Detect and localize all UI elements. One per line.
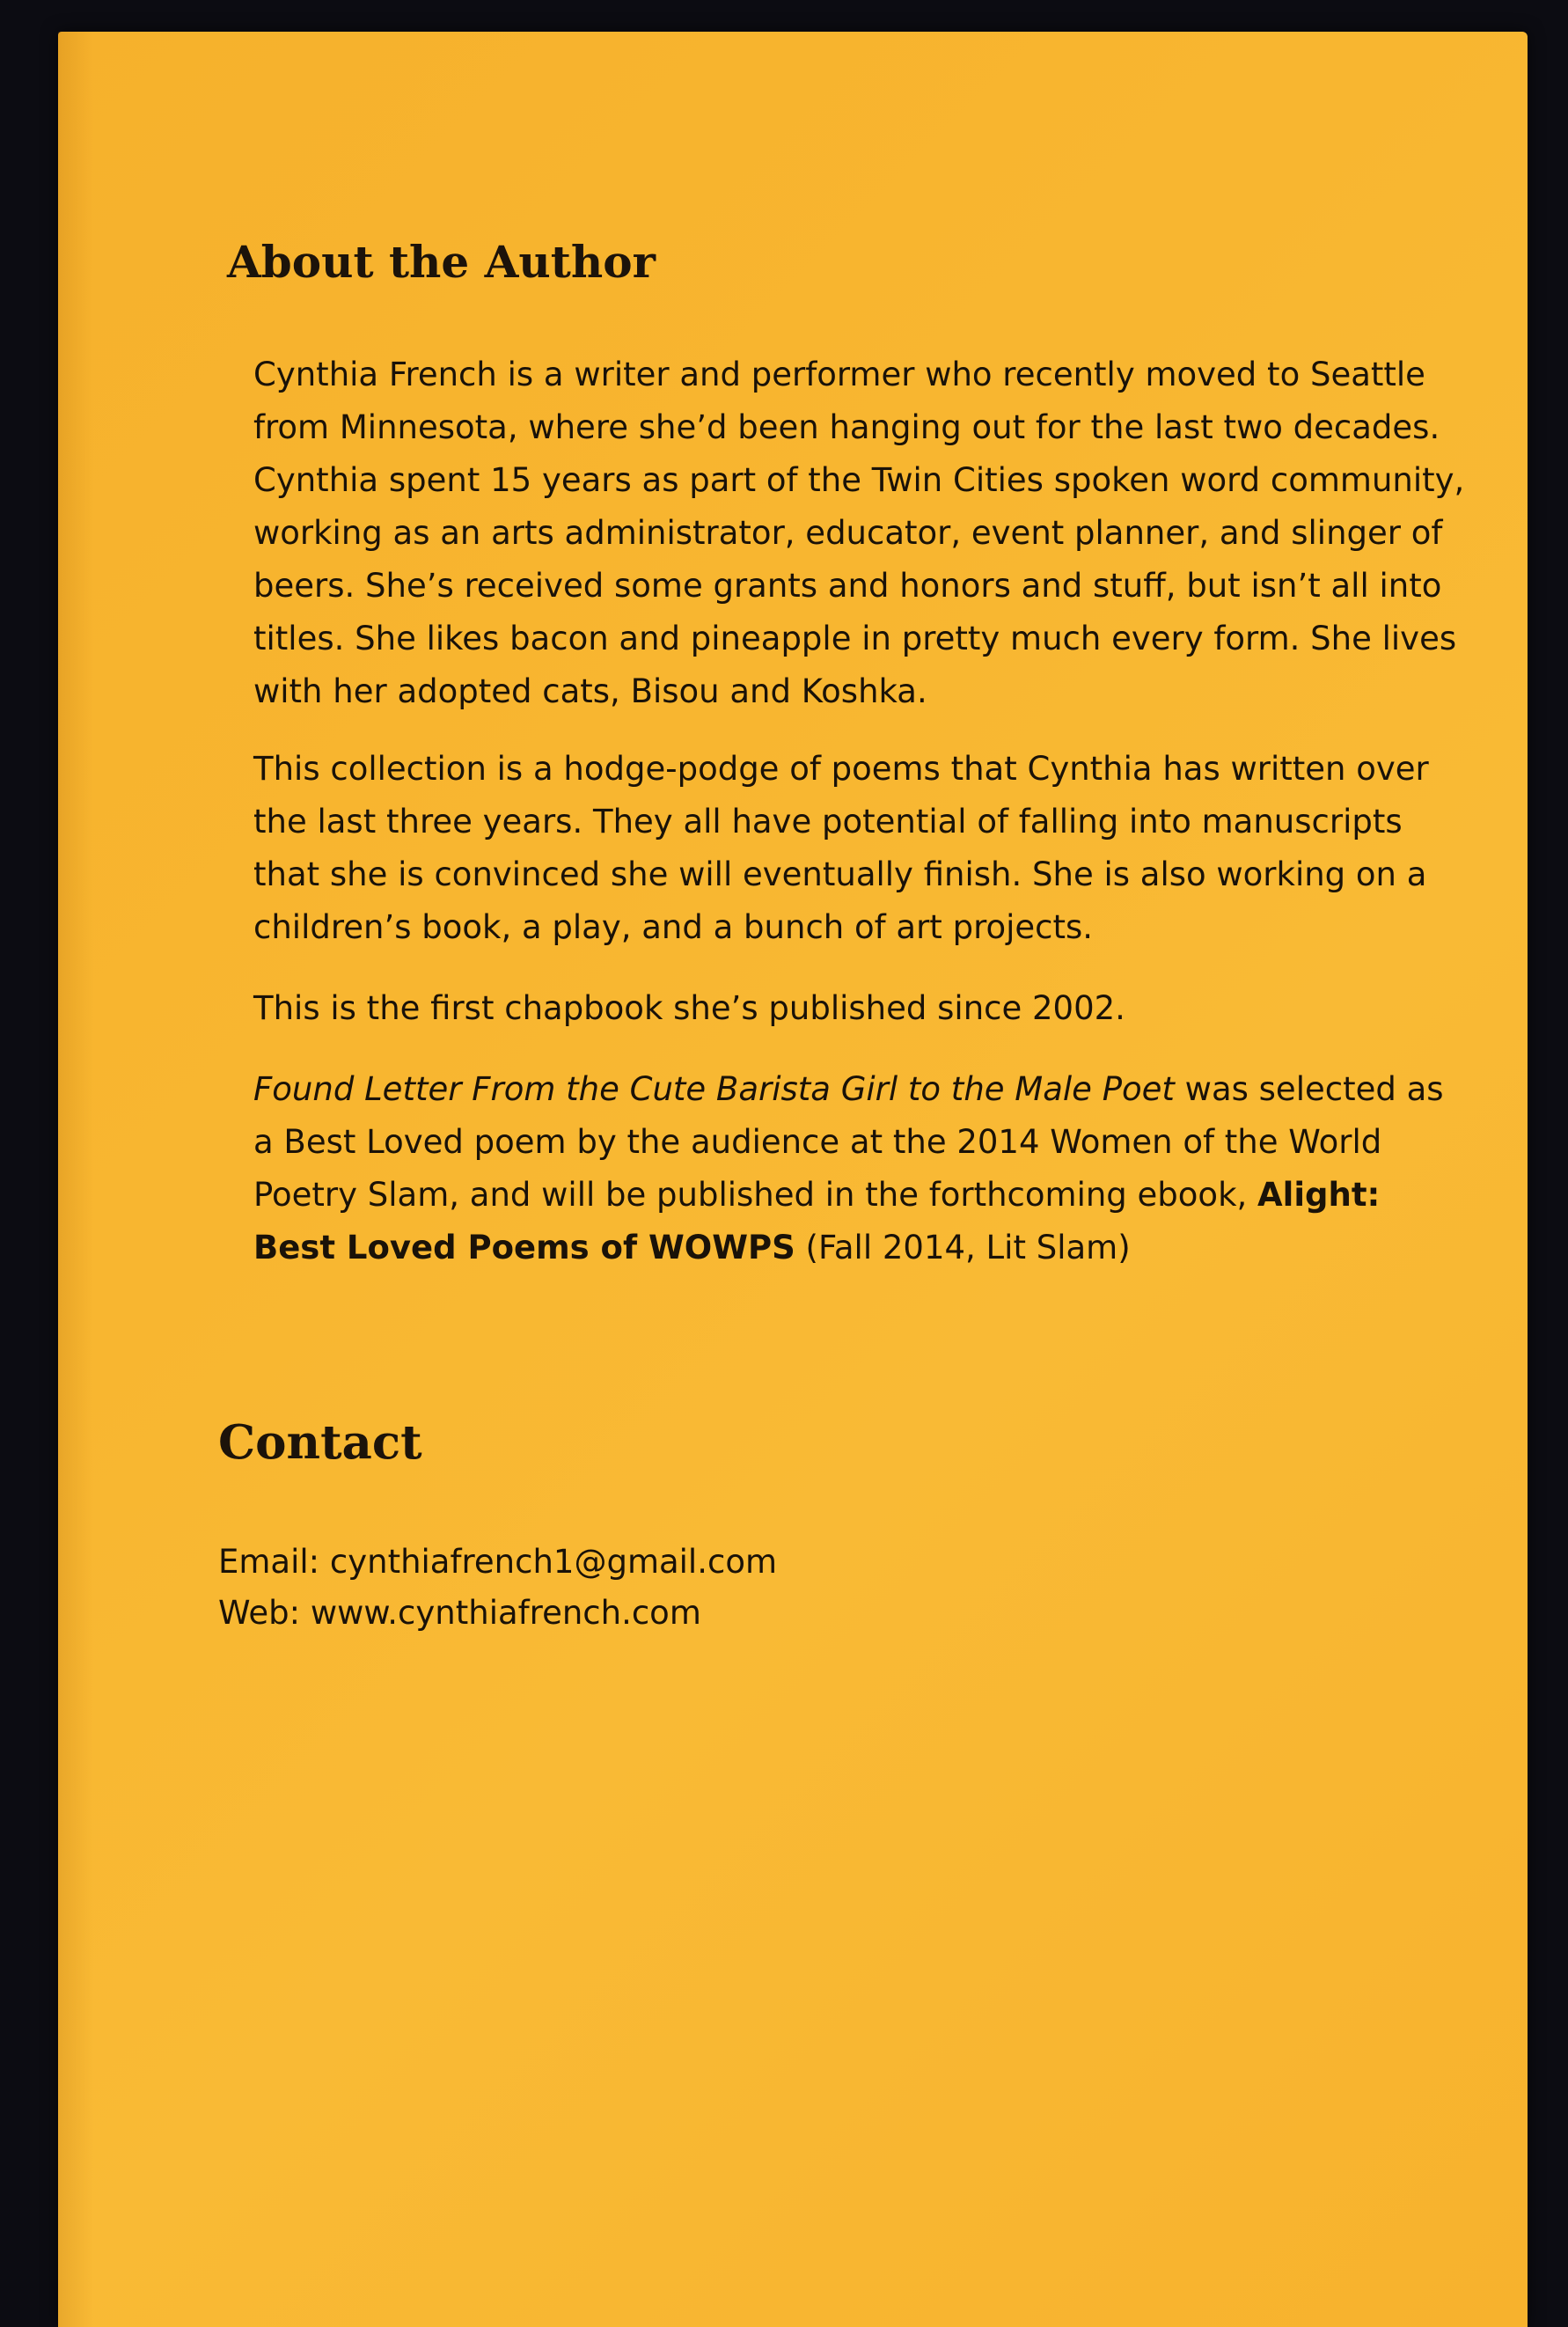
chapbook-back-page <box>58 32 1528 2327</box>
ebook-title: Alight: Best Loved Poems of WOWPS <box>253 1176 1381 1266</box>
award-text: was selected as a Best Loved poem by the audience at the 2014 Women of the World Poetry Slam, and will be published in the forthcoming ebook, <box>253 1070 1444 1214</box>
bio-paragraph-2: This collection is a hodge-podge of poems that Cynthia has written over the last three years. They all have potential of falling into manuscripts that she is convinced she will eventually finish. She is also working on a children’s book, a play, and a bunch of art projects. <box>253 750 1429 946</box>
web-line: Web: www.cynthiafrench.com <box>218 1594 701 1632</box>
contact-info <box>218 1537 777 1639</box>
email-line: Email: cynthiafrench1@gmail.com <box>218 1543 777 1581</box>
bio-paragraph-4 <box>253 1063 1468 1274</box>
poem-title: Found Letter From the Cute Barista Girl to the Male Poet <box>253 1070 1175 1108</box>
bio-paragraph-3: This is the first chapbook she’s published since 2002. <box>253 989 1125 1027</box>
author-bio <box>253 349 1468 1303</box>
ebook-details: (Fall 2014, Lit Slam) <box>795 1229 1131 1266</box>
about-author-heading: About the Author <box>227 236 656 288</box>
contact-heading: Contact <box>218 1415 422 1470</box>
bio-paragraph-1: Cynthia French is a writer and performer who recently moved to Seattle from Minnesota, where she’d been hanging out for the last two decades. Cynthia spent 15 years as part of the Twin Cities spoken word community, working as an arts administrator, educator, event planner, and slinger of beers. She’s received some grants and honors and stuff, but isn’t all into titles. She likes bacon and pineapple in pretty much every form. She lives with her adopted cats, Bisou and Koshka. <box>253 356 1465 710</box>
page-content <box>58 32 1528 2327</box>
